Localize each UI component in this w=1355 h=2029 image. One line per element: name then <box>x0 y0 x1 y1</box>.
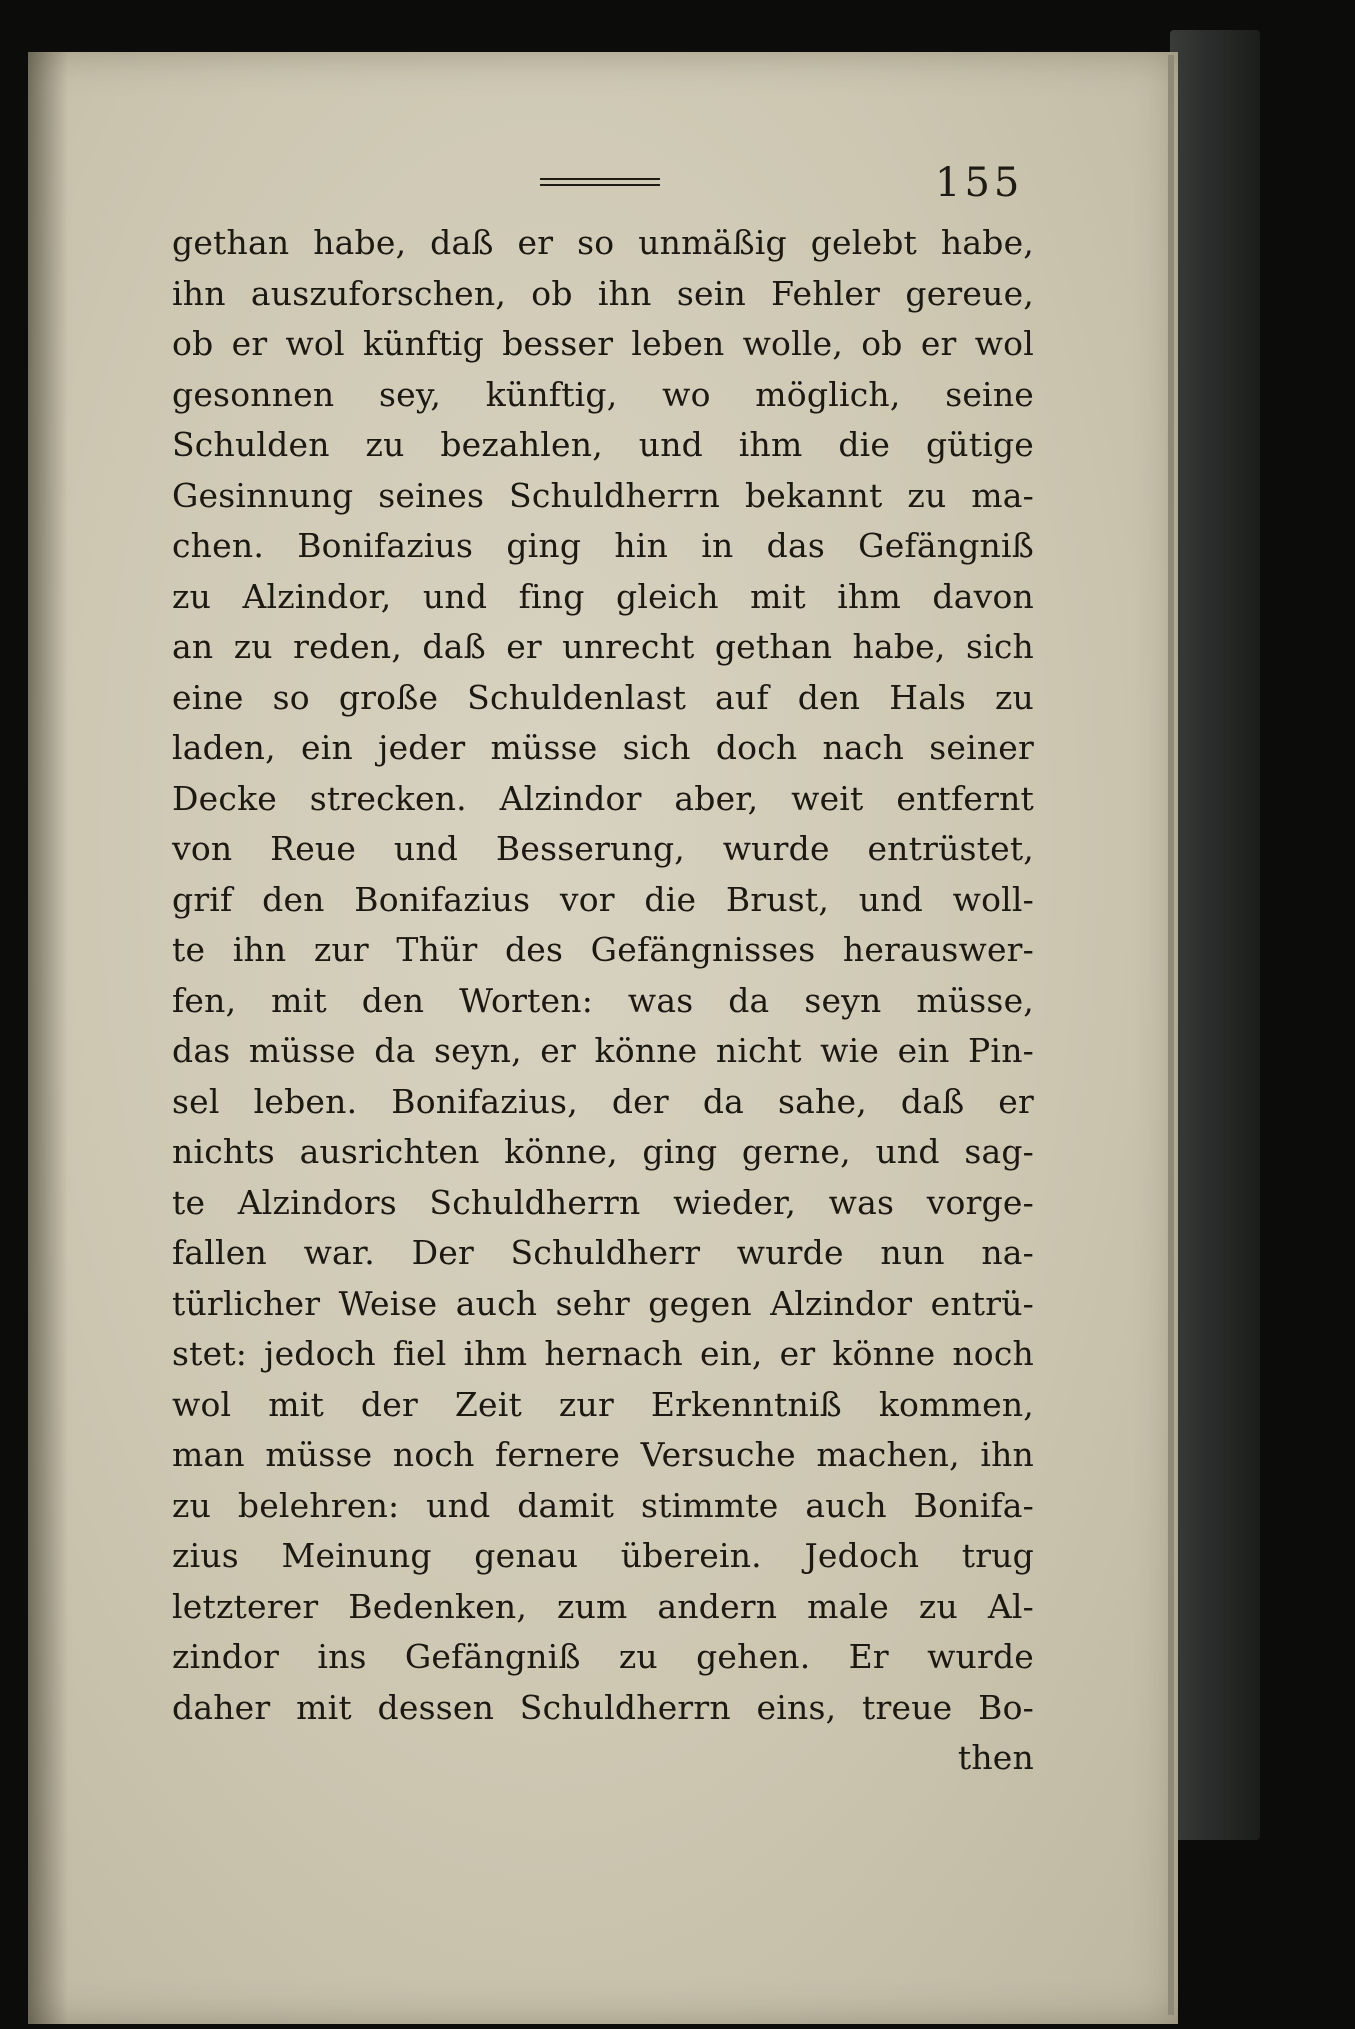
text-line: nichts ausrichten könne, ging gerne, und sag- <box>172 1132 1034 1171</box>
text-line: gethan habe, daß er so unmäßig gelebt habe, <box>172 223 1034 262</box>
text-line: grif den Bonifazius vor die Brust, und woll- <box>172 879 1034 919</box>
text-line: stet: jedoch fiel ihm hernach ein, er könne noch <box>172 1334 1034 1373</box>
text-line: das müsse da seyn, er könne nicht wie ein Pin- <box>172 1031 1034 1070</box>
text-line: eine so große Schuldenlast auf den Hals zu <box>172 677 1034 717</box>
text-line: letzterer Bedenken, zum andern male zu Al- <box>172 1586 1034 1626</box>
text-line: sel leben. Bonifazius, der da sahe, daß er <box>172 1081 1034 1121</box>
text-line: von Reue und Besserung, wurde entrüstet, <box>172 829 1034 868</box>
text-line: türlicher Weise auch sehr gegen Alzindor entrü- <box>172 1283 1034 1323</box>
page-gutter-shadow <box>28 52 68 2024</box>
text-line: zu Alzindor, und fing gleich mit ihm davon <box>172 576 1034 616</box>
text-line: laden, ein jeder müsse sich doch nach seiner <box>172 728 1034 767</box>
text-line: zu belehren: und damit stimmte auch Bonifa- <box>172 1485 1034 1525</box>
text-line: fallen war. Der Schuldherr wurde nun na- <box>172 1233 1034 1272</box>
page-number: 155 <box>935 160 1024 206</box>
text-line: fen, mit den Worten: was da seyn müsse, <box>172 980 1034 1020</box>
text-line: Decke strecken. Alzindor aber, weit entfernt <box>172 778 1034 818</box>
text-line: an zu reden, daß er unrecht gethan habe, sich <box>172 627 1034 666</box>
text-line: daher mit dessen Schuldherrn eins, treue Bo- <box>172 1687 1034 1727</box>
page-edge <box>1168 55 1174 2015</box>
text-line: ihn auszuforschen, ob ihn sein Fehler gereue, <box>172 273 1034 313</box>
text-line: te Alzindors Schuldherrn wieder, was vorge- <box>172 1182 1034 1222</box>
text-line: Gesinnung seines Schuldherrn bekannt zu ma- <box>172 475 1034 515</box>
text-line: gesonnen sey, künftig, wo möglich, seine <box>172 374 1034 414</box>
header-double-rule <box>540 178 660 188</box>
text-line: wol mit der Zeit zur Erkenntniß kommen, <box>172 1384 1034 1424</box>
text-line: Schulden zu bezahlen, und ihm die gütige <box>172 425 1034 464</box>
catchword: then <box>957 1738 1034 1777</box>
text-line: zius Meinung genau überein. Jedoch trug <box>172 1536 1034 1575</box>
book-cover-edge <box>1170 30 1260 1840</box>
text-line: ob er wol künftig besser leben wolle, ob er wol <box>172 324 1034 363</box>
text-line: chen. Bonifazius ging hin in das Gefängniß <box>172 526 1034 565</box>
text-line: zindor ins Gefängniß zu gehen. Er wurde <box>172 1637 1034 1676</box>
text-line: man müsse noch fernere Versuche machen, ihn <box>172 1435 1034 1474</box>
text-line: te ihn zur Thür des Gefängnisses herauswer- <box>172 930 1034 969</box>
body-text <box>172 218 1034 1784</box>
